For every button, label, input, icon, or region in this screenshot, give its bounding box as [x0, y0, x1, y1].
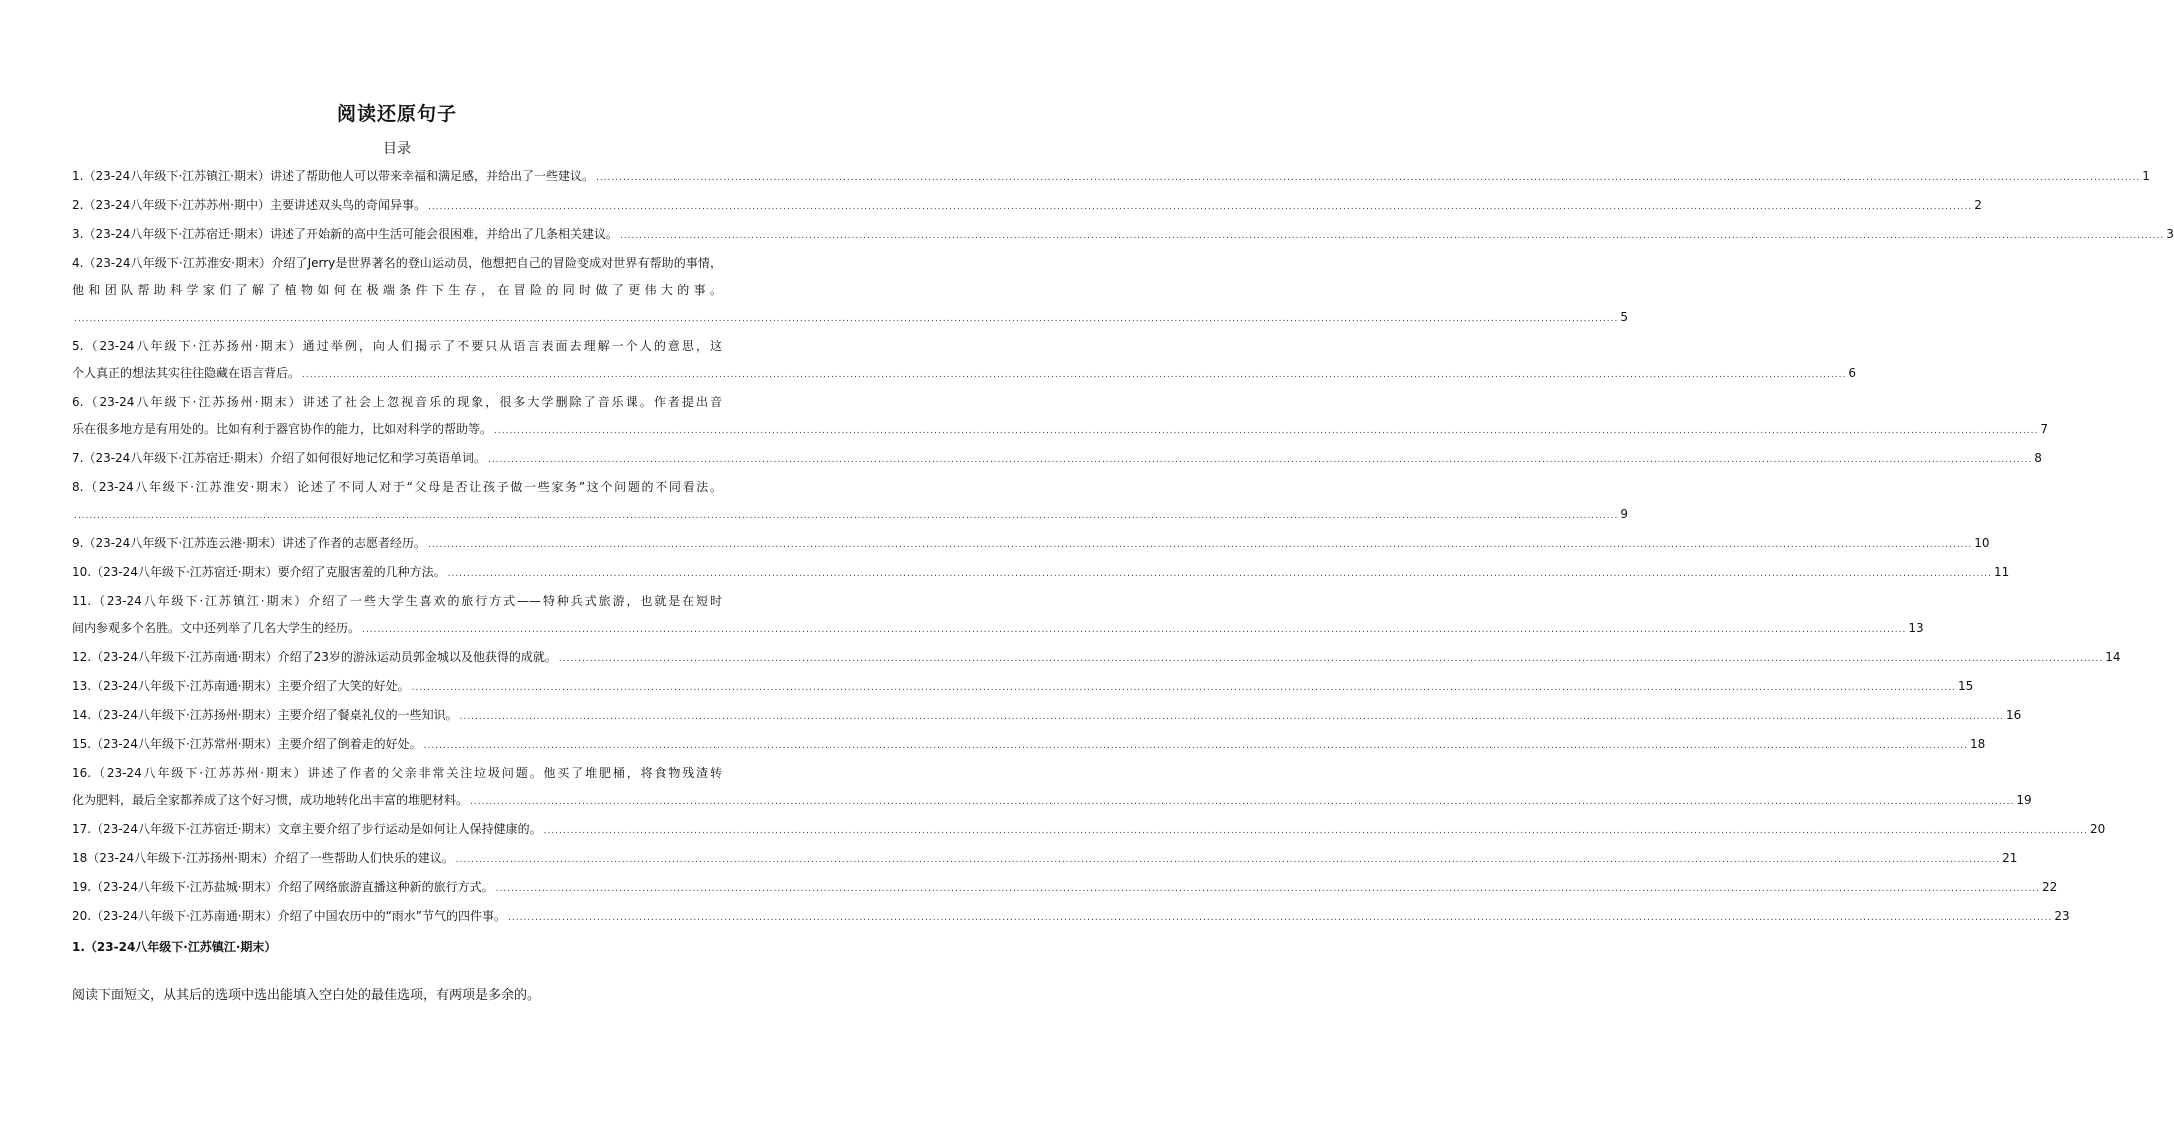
toc-entry[interactable] — [72, 474, 1628, 530]
toc-entry-text-continued: 乐在很多地方是有用处的。比如有利于器官协作的能力，比如对科学的帮助等。 — [72, 422, 493, 436]
toc-page-number: 21 — [2002, 851, 2018, 865]
toc-entry[interactable] — [72, 250, 1628, 333]
toc-leader-dots: ................................................................................................................................................................................................................................................................................................................................................................................................................ — [459, 712, 2004, 722]
toc-entry-text: 19.（23-24八年级下·江苏盐城·期末）介绍了网络旅游直播这种新的旅行方式。 — [72, 880, 494, 894]
toc-entry-text: 3.（23-24八年级下·江苏宿迁·期末）讲述了开始新的高中生活可能会很困难，并给出了几条相关建议。 — [72, 227, 618, 241]
toc-leader-dots: ................................................................................................................................................................................................................................................................................................................................................................................................................ — [455, 855, 2001, 865]
toc-page-number: 5 — [1620, 310, 1628, 324]
toc-entry-text: 6.（23-24八年级下·江苏扬州·期末）讲述了社会上忽视音乐的现象，很多大学删除了音乐课。作者提出音 — [72, 395, 722, 409]
toc-leader-dots: ................................................................................................................................................................................................................................................................................................................................................................................................................ — [619, 231, 2165, 241]
toc-entry-text: 15.（23-24八年级下·江苏常州·期末）主要介绍了倒着走的好处。 — [72, 737, 422, 751]
toc-leader-dots: ................................................................................................................................................................................................................................................................................................................................................................................................................ — [74, 314, 1619, 324]
toc-page-number: 13 — [1908, 621, 1924, 635]
toc-entry[interactable] — [72, 673, 1974, 702]
toc-page-number: 9 — [1620, 507, 1628, 521]
toc-entry[interactable] — [72, 903, 2070, 932]
toc-entry[interactable] — [72, 731, 1986, 760]
toc-entry[interactable] — [72, 760, 2032, 816]
toc-page-number: 22 — [2041, 880, 2058, 894]
toc-page-number: 15 — [1957, 679, 1974, 693]
toc-leader-dots: ................................................................................................................................................................................................................................................................................................................................................................................................................ — [508, 913, 2053, 923]
toc-leader-dots: ................................................................................................................................................................................................................................................................................................................................................................................................................ — [595, 173, 2141, 183]
toc-entry[interactable] — [72, 192, 1982, 221]
toc-page-number: 19 — [2016, 793, 2032, 807]
toc-entry-text: 11.（23-24八年级下·江苏镇江·期末）介绍了一些大学生喜欢的旅行方式——特种兵式旅游，也就是在短时 — [72, 594, 722, 608]
toc-entry-text: 20.（23-24八年级下·江苏南通·期末）介绍了中国农历中的“雨水”节气的四件事。 — [72, 909, 507, 923]
toc-leader-dots: ................................................................................................................................................................................................................................................................................................................................................................................................................ — [543, 826, 2088, 836]
toc-entry[interactable] — [72, 530, 1990, 559]
page-title: 阅读还原句子 — [336, 103, 457, 125]
toc-entry[interactable] — [72, 702, 2022, 731]
toc-page-number: 6 — [1848, 366, 1856, 380]
toc-entry-text: 9.（23-24八年级下·江苏连云港·期末）讲述了作者的志愿者经历。 — [72, 536, 426, 550]
toc-page-number: 10 — [1974, 536, 1990, 550]
toc-leader-dots: ................................................................................................................................................................................................................................................................................................................................................................................................................ — [495, 884, 2040, 894]
toc-page-number: 8 — [2034, 451, 2042, 465]
toc-entry[interactable] — [72, 333, 1856, 389]
toc-entry[interactable] — [72, 559, 2010, 588]
toc-leader-dots: ................................................................................................................................................................................................................................................................................................................................................................................................................ — [302, 370, 1847, 380]
toc-entry-text: 18（23-24八年级下·江苏扬州·期末）介绍了一些帮助人们快乐的建议。 — [72, 851, 454, 865]
toc-page-number: 18 — [1969, 737, 1986, 751]
toc-entry-text: 8.（23-24八年级下·江苏淮安·期末）论述了不同人对于“父母是否让孩子做一些家务”这个问题的不同看法。 — [72, 480, 722, 494]
toc-entry[interactable] — [72, 845, 2018, 874]
toc-leader-dots: ................................................................................................................................................................................................................................................................................................................................................................................................................ — [494, 426, 2039, 436]
toc-entry[interactable] — [72, 874, 2058, 903]
toc-entry[interactable] — [72, 644, 2121, 673]
toc-leader-dots: ................................................................................................................................................................................................................................................................................................................................................................................................................ — [411, 683, 1956, 693]
toc-leader-dots: ................................................................................................................................................................................................................................................................................................................................................................................................................ — [74, 511, 1619, 521]
toc-leader-dots: ................................................................................................................................................................................................................................................................................................................................................................................................................ — [362, 625, 1907, 635]
toc-entry-text: 13.（23-24八年级下·江苏南通·期末）主要介绍了大笑的好处。 — [72, 679, 410, 693]
toc-leader-dots: ................................................................................................................................................................................................................................................................................................................................................................................................................ — [427, 202, 1973, 212]
toc-entry-text: 2.（23-24八年级下·江苏苏州·期中）主要讲述双头鸟的奇闻异事。 — [72, 198, 426, 212]
toc-page-number: 1 — [2142, 169, 2150, 183]
toc-entry-text: 16.（23-24八年级下·江苏苏州·期末）讲述了作者的父亲非常关注垃圾问题。他买了堆肥桶，将食物残渣转 — [72, 766, 722, 780]
toc-entry-text: 14.（23-24八年级下·江苏扬州·期末）主要介绍了餐桌礼仪的一些知识。 — [72, 708, 458, 722]
toc-page-number: 14 — [2105, 650, 2121, 664]
toc-leader-dots: ................................................................................................................................................................................................................................................................................................................................................................................................................ — [558, 654, 2104, 664]
toc-entry-text-continued: 化为肥料，最后全家都养成了这个好习惯，成功地转化出丰富的堆肥材料。 — [72, 793, 469, 807]
toc-heading: 目录 — [383, 141, 411, 157]
toc-page-number: 23 — [2054, 909, 2070, 923]
toc-page-number: 3 — [2166, 227, 2174, 241]
toc-entry-text: 12.（23-24八年级下·江苏南通·期末）介绍了23岁的游泳运动员郭金城以及他获得的成就。 — [72, 650, 557, 664]
toc-entry[interactable] — [72, 588, 1924, 644]
toc-entry[interactable] — [72, 221, 2174, 250]
toc-entry-text: 7.（23-24八年级下·江苏宿迁·期末）介绍了如何很好地记忆和学习英语单词。 — [72, 451, 486, 465]
section-instruction: 阅读下面短文，从其后的选项中选出能填入空白处的最佳选项，有两项是多余的。 — [72, 988, 541, 1003]
toc-page-number: 7 — [2040, 422, 2048, 436]
toc-entry-text-continued: 个人真正的想法其实往往隐藏在语言背后。 — [72, 366, 301, 380]
toc-entry[interactable] — [72, 816, 2106, 845]
toc-entry-text: 4.（23-24八年级下·江苏淮安·期末）介绍了Jerry是世界著名的登山运动员，他想把自己的冒险变成对世界有帮助的事情，他和团队帮助科学家们了解了植物如何在极端条件下生存，在冒险的同时做了更伟大的事。 — [72, 256, 722, 297]
toc-entry[interactable] — [72, 389, 2048, 445]
toc-entry[interactable] — [72, 163, 2150, 192]
toc-leader-dots: ................................................................................................................................................................................................................................................................................................................................................................................................................ — [447, 569, 1992, 579]
toc-entry-text: 17.（23-24八年级下·江苏宿迁·期末）文章主要介绍了步行运动是如何让人保持健康的。 — [72, 822, 542, 836]
toc-leader-dots: ................................................................................................................................................................................................................................................................................................................................................................................................................ — [423, 741, 1968, 751]
toc-page-number: 16 — [2005, 708, 2022, 722]
table-of-contents — [72, 163, 2174, 932]
toc-entry-text: 1.（23-24八年级下·江苏镇江·期末）讲述了帮助他人可以带来幸福和满足感，并给出了一些建议。 — [72, 169, 594, 183]
section-heading: 1.（23-24八年级下·江苏镇江·期末） — [72, 940, 277, 954]
toc-page-number: 11 — [1993, 565, 2010, 579]
toc-entry-text-continued: 间内参观多个名胜。文中还列举了几名大学生的经历。 — [72, 621, 361, 635]
toc-page-number: 2 — [1974, 198, 1982, 212]
toc-leader-dots: ................................................................................................................................................................................................................................................................................................................................................................................................................ — [427, 540, 1973, 550]
toc-leader-dots: ................................................................................................................................................................................................................................................................................................................................................................................................................ — [487, 455, 2033, 465]
toc-entry[interactable] — [72, 445, 2042, 474]
toc-leader-dots: ................................................................................................................................................................................................................................................................................................................................................................................................................ — [470, 797, 2015, 807]
toc-page-number: 20 — [2089, 822, 2106, 836]
toc-entry-text: 10.（23-24八年级下·江苏宿迁·期末）要介绍了克服害羞的几种方法。 — [72, 565, 446, 579]
toc-entry-text: 5.（23-24八年级下·江苏扬州·期末）通过举例，向人们揭示了不要只从语言表面去理解一个人的意思，这 — [72, 339, 722, 353]
